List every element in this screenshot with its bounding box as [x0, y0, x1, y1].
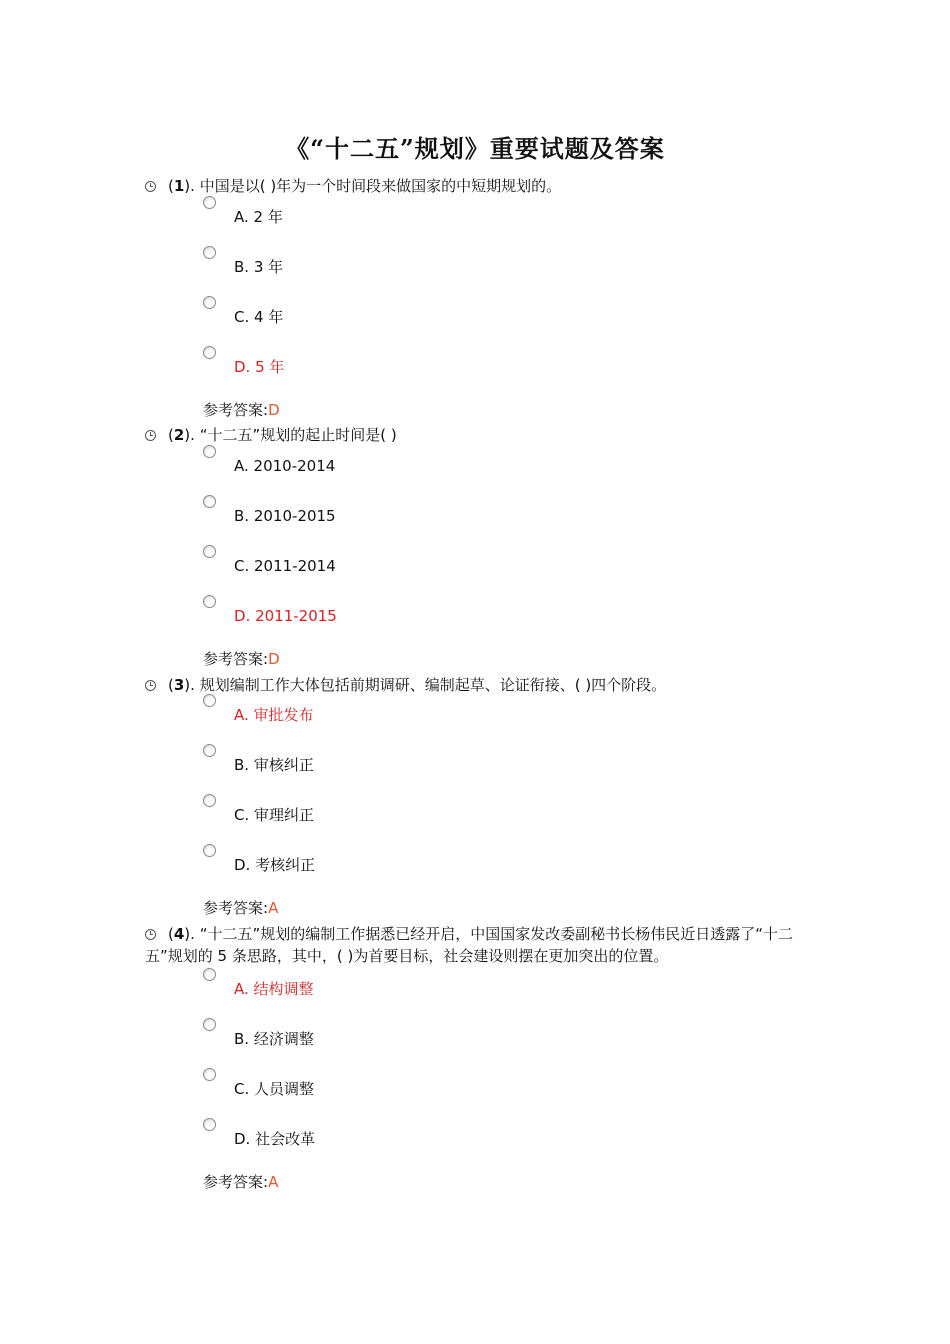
option-label: B. 2010-2015 [234, 507, 336, 525]
option-label: C. 审理纠正 [234, 806, 315, 824]
radio-button[interactable] [203, 1068, 216, 1081]
option-label-correct: A. 结构调整 [234, 980, 314, 998]
answer-label: 参考答案: [203, 401, 269, 419]
reference-answer-3 [203, 897, 278, 919]
radio-button[interactable] [203, 694, 216, 707]
radio-button[interactable] [203, 968, 216, 981]
answer-value: A [268, 899, 279, 917]
option-label: B. 审核纠正 [234, 756, 314, 774]
option-label: C. 人员调整 [234, 1080, 315, 1098]
option-label-correct: D. 2011-2015 [234, 607, 337, 625]
radio-button[interactable] [203, 495, 216, 508]
question-number: 2 [173, 426, 185, 444]
radio-button[interactable] [203, 595, 216, 608]
question-number: 1 [173, 177, 185, 195]
radio-button[interactable] [203, 1018, 216, 1031]
option-label: A. 2 年 [234, 208, 283, 226]
option-label: B. 3 年 [234, 258, 284, 276]
radio-button[interactable] [203, 296, 216, 309]
question-2: (2). “十二五”规划的起止时间是( ) [145, 424, 815, 446]
question-text: . “十二五”规划的起止时间是( ) [190, 426, 397, 444]
radio-button[interactable] [203, 445, 216, 458]
reference-answer-2 [203, 648, 280, 670]
radio-button[interactable] [203, 545, 216, 558]
option-label: C. 2011-2014 [234, 557, 336, 575]
option-label: C. 4 年 [234, 308, 284, 326]
option-label: D. 考核纠正 [234, 856, 316, 874]
radio-button[interactable] [203, 844, 216, 857]
clock-icon [145, 680, 156, 691]
question-4: (4). “十二五”规划的编制工作据悉已经开启，中国国家发改委副秘书长杨伟民近日透露了“十二五”规划的 5 条思路，其中，( )为首要目标，社会建设则摆在更加突出的位置。 [145, 925, 794, 965]
question-1: (1). 中国是以( )年为一个时间段来做国家的中短期规划的。 [145, 175, 815, 197]
question-number: 4 [173, 925, 185, 943]
clock-icon [145, 929, 156, 940]
option-label: B. 经济调整 [234, 1030, 314, 1048]
option-label-correct: A. 审批发布 [234, 706, 314, 724]
clock-icon [145, 181, 156, 192]
radio-button[interactable] [203, 196, 216, 209]
radio-button[interactable] [203, 794, 216, 807]
reference-answer-4 [203, 1171, 278, 1193]
question-3: (3). 规划编制工作大体包括前期调研、编制起草、论证衔接、( )四个阶段。 [145, 674, 815, 696]
radio-button[interactable] [203, 1118, 216, 1131]
option-label: A. 2010-2014 [234, 457, 336, 475]
option-label-correct: D. 5 年 [234, 358, 285, 376]
radio-button[interactable] [203, 744, 216, 757]
option-label: D. 社会改革 [234, 1130, 316, 1148]
reference-answer-1 [203, 399, 280, 421]
answer-label: 参考答案: [203, 650, 269, 668]
answer-value: D [268, 650, 280, 668]
radio-button[interactable] [203, 346, 216, 359]
question-text: . “十二五”规划的编制工作据悉已经开启，中国国家发改委副秘书长杨伟民近日透露了“十二五”规划的 5 条思路，其中，( )为首要目标，社会建设则摆在更加突出的位置。 [145, 925, 794, 965]
question-text: . 中国是以( )年为一个时间段来做国家的中短期规划的。 [190, 177, 562, 195]
radio-button[interactable] [203, 246, 216, 259]
answer-label: 参考答案: [203, 1173, 269, 1191]
question-text: . 规划编制工作大体包括前期调研、编制起草、论证衔接、( )四个阶段。 [190, 676, 667, 694]
question-number: 3 [173, 676, 185, 694]
answer-value: A [268, 1173, 279, 1191]
page-title: 《“十二五”规划》重要试题及答案 [285, 134, 665, 163]
answer-label: 参考答案: [203, 899, 269, 917]
answer-value: D [268, 401, 280, 419]
clock-icon [145, 430, 156, 441]
